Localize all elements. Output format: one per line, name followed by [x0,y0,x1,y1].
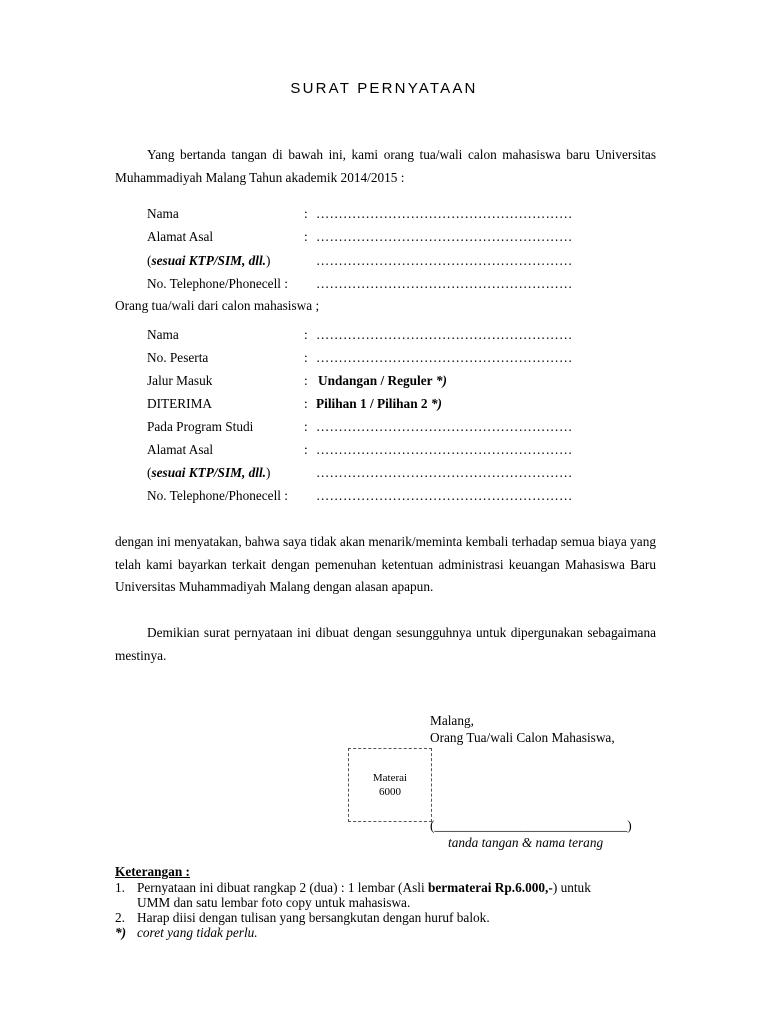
student-address-field[interactable]: ………………………………………………… [316,442,573,457]
note-2-text: Harap diisi dengan tulisan yang bersangkutan dengan huruf balok. [137,910,490,925]
accepted-value[interactable] [316,396,442,412]
colon: : [304,206,308,221]
signature-caption: tanda tangan & nama terang [448,835,604,850]
asterisk-mark: *) [115,925,127,940]
parent-address-note-text: sesuai KTP/SIM, dll. [151,253,266,268]
note-asterisk [115,925,258,941]
student-address-note-text: sesuai KTP/SIM, dll. [151,465,266,480]
intro-paragraph [115,144,656,189]
signature-line[interactable]: (_____________________________) [430,818,632,833]
note-1-text-b: ) untuk [552,880,591,895]
student-phone-label: No. Telephone/Phonecell : [147,488,288,503]
asterisk-text: coret yang tidak perlu. [137,925,258,940]
closing-paragraph [115,622,656,667]
colon: : [304,373,308,388]
parent-address-note: (sesuai KTP/SIM, dll.) [147,253,271,268]
student-name-field[interactable]: ………………………………………………… [316,327,573,342]
colon: : [304,327,308,342]
entry-path-text: Undangan / Reguler [318,373,433,388]
colon: : [304,442,308,457]
student-phone-field[interactable]: ………………………………………………… [316,488,573,503]
student-address-note: (sesuai KTP/SIM, dll.) [147,465,271,480]
stamp-label: Materai [372,772,408,784]
entry-path-label: Jalur Masuk [147,373,213,388]
parent-phone-label: No. Telephone/Phonecell : [147,276,288,291]
parent-address-field-2[interactable]: ………………………………………………… [316,253,573,268]
student-address-field-2[interactable]: ………………………………………………… [316,465,573,480]
note-item-1-cont: UMM dan satu lembar foto copy untuk mahasiswa. [137,895,411,910]
note-number: 2. [115,910,125,925]
parent-name-label: Nama [147,206,179,221]
stamp-value: 6000 [379,786,401,798]
colon: : [304,229,308,244]
note-1-bold: bermaterai Rp.6.000,- [427,880,553,895]
colon: : [304,350,308,365]
colon: : [304,419,308,434]
note-item-2 [115,910,490,926]
accepted-label: DITERIMA [147,396,212,411]
program-label: Pada Program Studi [147,419,254,434]
program-field[interactable]: ………………………………………………… [316,419,573,434]
colon: : [304,396,308,411]
student-name-label: Nama [147,327,179,342]
signature-role: Orang Tua/wali Calon Mahasiswa, [430,730,615,745]
note-item-1 [115,880,591,896]
closing-text: Demikian surat pernyataan ini dibuat dengan sesungguhnya untuk dipergunakan sebagaimana mestinya. [115,625,656,663]
stamp-box [348,748,432,822]
intro-text: Yang bertanda tangan di bawah ini, kami orang tua/wali calon mahasiswa baru Universitas Muhammadiyah Malang Tahun akademik 2014/2015 : [115,147,656,185]
statement-paragraph: dengan ini menyatakan, bahwa saya tidak akan menarik/meminta kembali terhadap semua biaya yang telah kami bayarkan terkait dengan pemenuhan ketentuan administrasi keuangan Mahasiswa Baru Universitas Muhammadiyah Malang dengan alasan apapun. [115,534,656,594]
asterisk-mark: *) [435,373,447,388]
parent-phone-field[interactable]: ………………………………………………… [316,276,573,291]
accepted-text: Pilihan 1 / Pilihan 2 [316,396,428,411]
student-number-field[interactable]: ………………………………………………… [316,350,573,365]
student-address-label: Alamat Asal [147,442,214,457]
parent-address-field[interactable]: ………………………………………………… [316,229,573,244]
note-number: 1. [115,880,125,895]
parent-address-label: Alamat Asal [147,229,214,244]
signature-place: Malang, [430,713,474,728]
document-title: SURAT PERNYATAAN [290,80,478,97]
student-of-label: Orang tua/wali dari calon mahasiswa ; [115,298,320,313]
student-number-label: No. Peserta [147,350,209,365]
entry-path-value[interactable] [318,373,447,389]
asterisk-mark: *) [430,396,442,411]
notes-heading: Keterangan : [115,864,190,879]
note-1-text-a: Pernyataan ini dibuat rangkap 2 (dua) : 1 lembar (Asli [137,880,425,895]
parent-name-field[interactable]: ………………………………………………… [316,206,573,221]
